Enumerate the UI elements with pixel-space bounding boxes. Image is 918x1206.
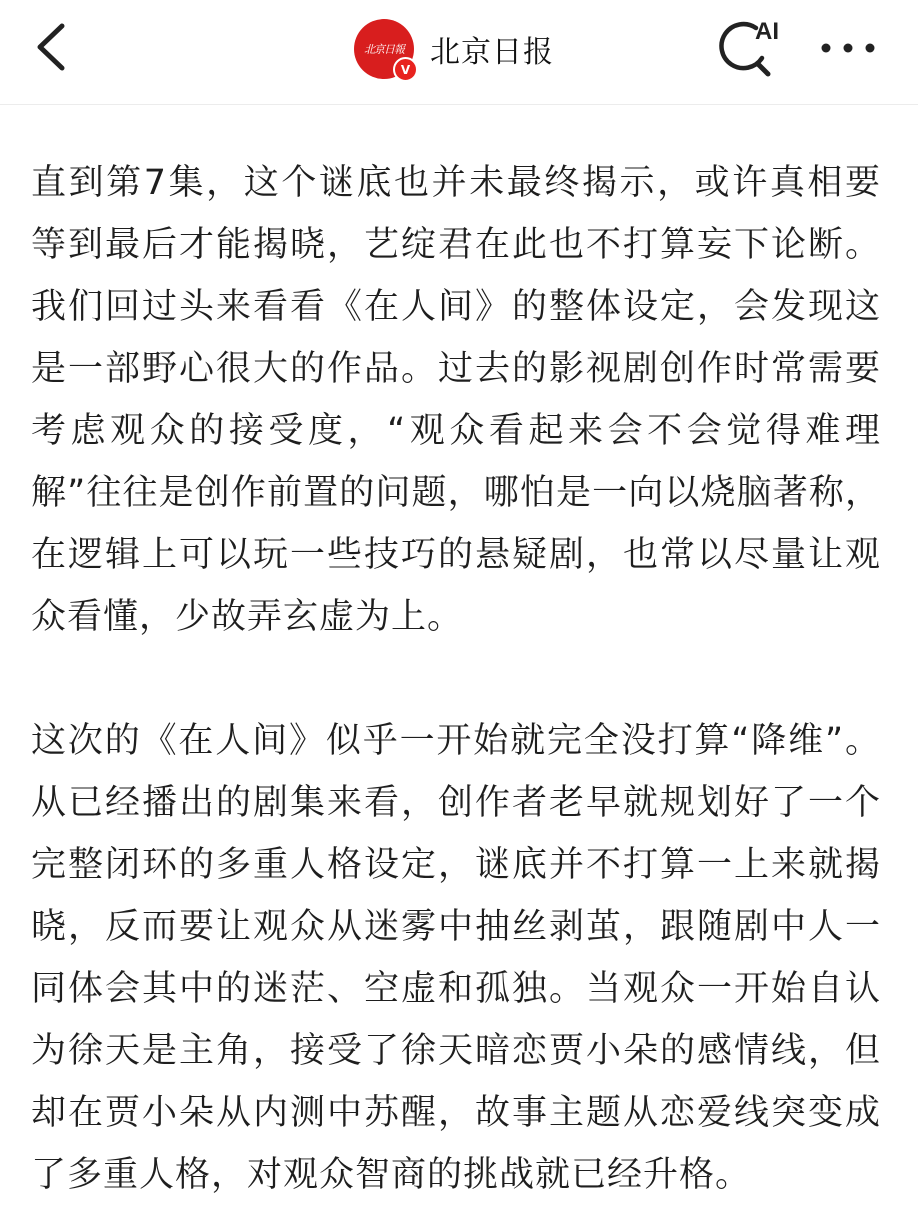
- top-nav-bar: [0, 0, 918, 105]
- back-button[interactable]: [26, 18, 78, 76]
- ai-label: AI: [755, 18, 779, 45]
- more-dots-icon: [816, 26, 880, 70]
- search-icon: [714, 14, 786, 82]
- ai-search-button[interactable]: [714, 14, 786, 82]
- chevron-left-icon: [26, 18, 78, 76]
- avatar-logo-text: 北京日報: [364, 43, 404, 56]
- article-paragraph: 直到第7集，这个谜底也并未最终揭示，或许真相要等到最后才能揭晓，艺绽君在此也不打算妄下论断。我们回过头来看看《在人间》的整体设定，会发现这是一部野心很大的作品。过去的影视剧创作时常需要考虑观众的接受度，“观众看起来会不会觉得难理解”往往是创作前置的问题，哪怕是一向以烧脑著称，在逻辑上可以玩一些技巧的悬疑剧，也常以尽量让观众看懂，少故弄玄虚为上。: [31, 163, 881, 637]
- more-options-button[interactable]: [816, 26, 880, 70]
- account-name[interactable]: 北京日报: [430, 35, 554, 70]
- verified-badge-icon: V: [393, 57, 418, 82]
- account-info[interactable]: [354, 18, 554, 80]
- avatar[interactable]: [354, 19, 414, 79]
- article-body: [31, 152, 881, 1206]
- article-paragraph: 这次的《在人间》似乎一开始就完全没打算“降维”。从已经播出的剧集来看，创作者老早就规划好了一个完整闭环的多重人格设定，谜底并不打算一上来就揭晓，反而要让观众从迷雾中抽丝剥茧，跟随剧中人一同体会其中的迷茫、空虚和孤独。当观众一开始自认为徐天是主角，接受了徐天暗恋贾小朵的感情线，但却在贾小朵从内测中苏醒，故事主题从恋爱线突变成了多重人格，对观众智商的挑战就已经升格。: [31, 721, 881, 1195]
